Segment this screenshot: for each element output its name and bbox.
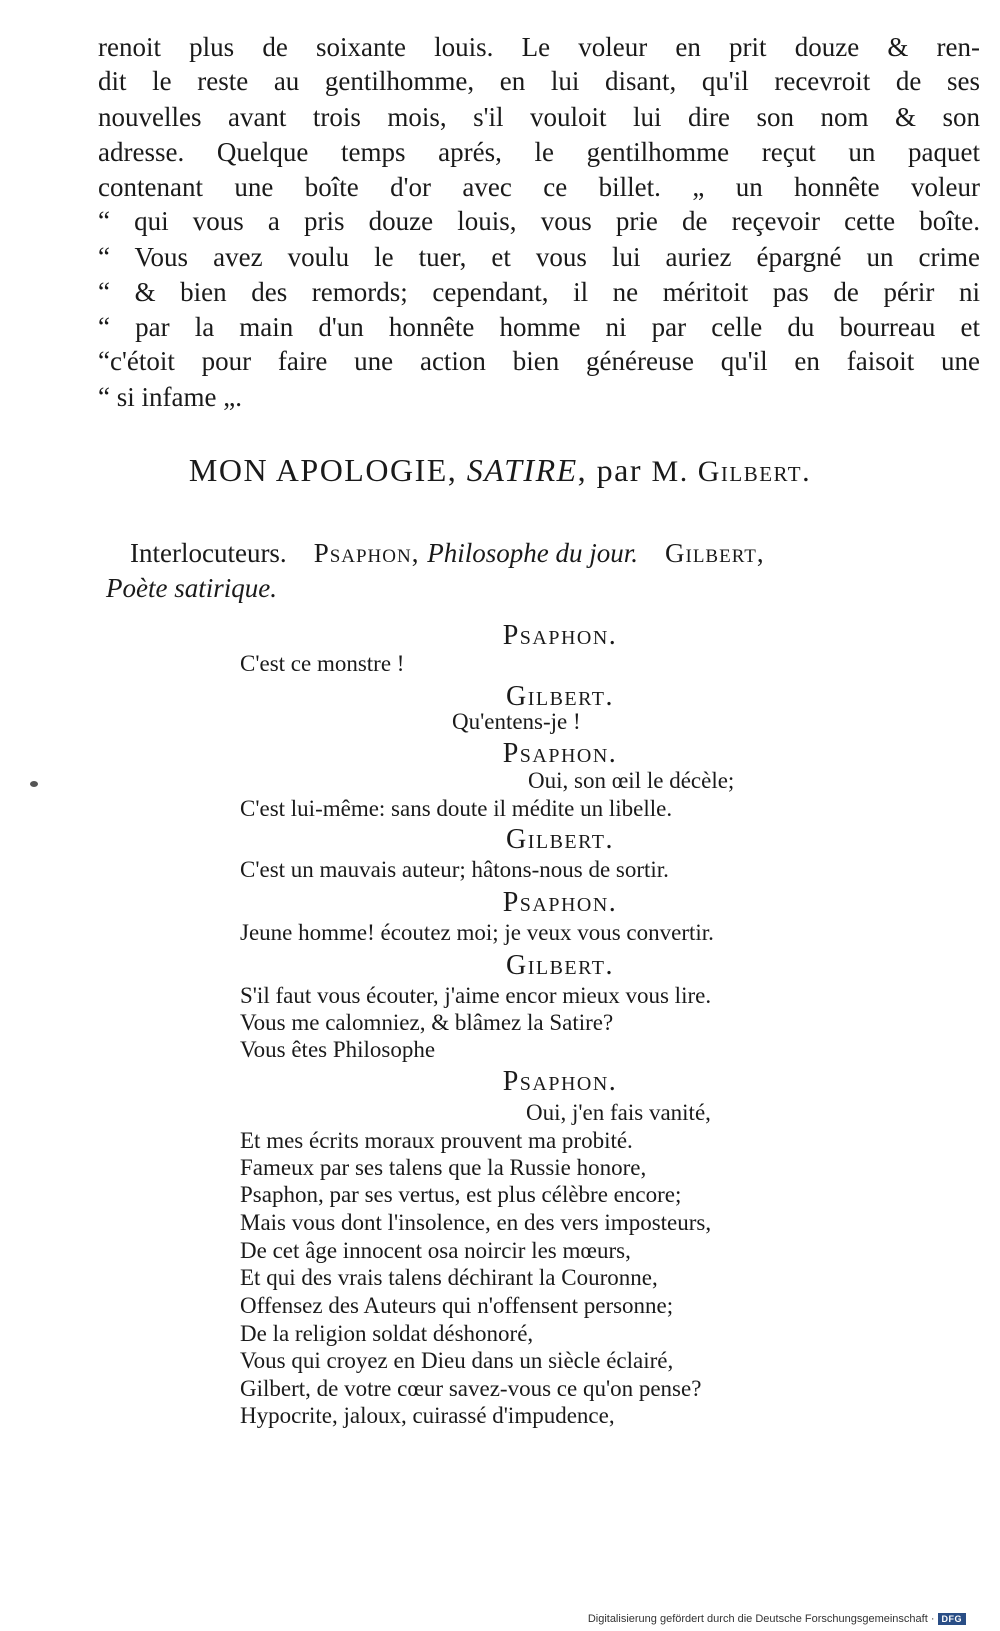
- prose-line: nouvelles avant trois mois, s'il vouloit lui dire son nom & son: [98, 102, 980, 132]
- digitization-footer: [588, 1613, 966, 1625]
- verse-line: Vous me calomniez, & blâmez la Satire?: [240, 1010, 614, 1035]
- verse-line: Oui, j'en fais vanité,: [526, 1100, 711, 1125]
- prose-line: “ si infame „.: [98, 382, 242, 412]
- heading-author: Gilbert.: [697, 455, 812, 488]
- heading-genre: SATIRE: [466, 452, 578, 488]
- prose-line: “c'étoit pour faire une action bien généreuse qu'il en faisoit une: [98, 346, 980, 376]
- verse-line: Fameux par ses talens que la Russie honore,: [240, 1155, 647, 1180]
- verse-line: Vous qui croyez en Dieu dans un siècle éclairé,: [240, 1348, 674, 1373]
- verse-line: Jeune homme! écoutez moi; je veux vous convertir.: [240, 920, 714, 945]
- prose-line: dit le reste au gentilhomme, en lui disant, qu'il recevroit de ses: [98, 66, 980, 96]
- interlocutor-role: Poète satirique.: [106, 573, 277, 603]
- verse-line: S'il faut vous écouter, j'aime encor mieux vous lire.: [240, 983, 712, 1008]
- speaker-name: Gilbert.: [505, 950, 614, 981]
- speaker-name: Gilbert.: [505, 824, 614, 855]
- interlocutor-role: Philosophe du jour.: [427, 538, 638, 568]
- heading-by: , par: [577, 452, 652, 488]
- section-heading: [0, 452, 1000, 489]
- interlocutor-name: Psaphon,: [313, 538, 428, 568]
- verse-line: Oui, son œil le décèle;: [528, 768, 735, 793]
- verse-line: Mais vous dont l'insolence, en des vers imposteurs,: [240, 1210, 712, 1235]
- verse-line: C'est lui-même: sans doute il médite un libelle.: [240, 796, 673, 821]
- prose-line: “ par la main d'un honnête homme ni par celle du bourreau et: [98, 312, 980, 342]
- interlocutors-label: Interlocuteurs.: [130, 538, 287, 568]
- interlocutors-line: [130, 536, 990, 570]
- verse-line: Gilbert, de votre cœur savez-vous ce qu'on pense?: [240, 1376, 702, 1401]
- verse-line: C'est ce monstre !: [240, 651, 405, 676]
- dfg-logo-icon: DFG: [938, 1613, 967, 1625]
- prose-line: “ Vous avez voulu le tuer, et vous lui auriez épargné un crime: [98, 242, 980, 272]
- footer-text: Digitalisierung gefördert durch die Deutsche Forschungsgemeinschaft ·: [587, 1613, 935, 1625]
- verse-line: Et qui des vrais talens déchirant la Couronne,: [240, 1265, 658, 1290]
- speaker-name: Psaphon.: [502, 738, 618, 769]
- verse-line: Offensez des Auteurs qui n'offensent personne;: [240, 1293, 674, 1318]
- verse-line: Qu'entens-je !: [452, 709, 581, 734]
- verse-line: Et mes écrits moraux prouvent ma probité.: [240, 1128, 633, 1153]
- speaker-name: Psaphon.: [502, 1066, 618, 1097]
- prose-line: adresse. Quelque temps aprés, le gentilhomme reçut un paquet: [98, 137, 980, 167]
- ink-spot: [30, 781, 38, 787]
- prose-line: contenant une boîte d'or avec ce billet. „ un honnête voleur: [98, 172, 980, 202]
- heading-prefix: MON APOLOGIE,: [188, 452, 467, 488]
- verse-line: De cet âge innocent osa noircir les mœurs,: [240, 1238, 631, 1263]
- prose-line: renoit plus de soixante louis. Le voleur en prit douze & ren-: [98, 32, 980, 62]
- prose-line: “ qui vous a pris douze louis, vous prie de reçevoir cette boîte.: [98, 206, 980, 236]
- speaker-name: Psaphon.: [502, 887, 618, 918]
- verse-line: C'est un mauvais auteur; hâtons-nous de sortir.: [240, 857, 669, 882]
- verse-line: De la religion soldat déshonoré,: [240, 1321, 534, 1346]
- interlocutor-name: Gilbert,: [665, 538, 765, 568]
- speaker-name: Gilbert.: [505, 681, 614, 712]
- verse-line: Hypocrite, jaloux, cuirassé d'impudence,: [240, 1403, 615, 1428]
- verse-line: Psaphon, par ses vertus, est plus célèbre encore;: [240, 1182, 682, 1207]
- prose-line: “ & bien des remords; cependant, il ne méritoit pas de périr ni: [98, 277, 980, 307]
- verse-line: Vous êtes Philosophe: [240, 1037, 436, 1062]
- heading-title-abbr: M.: [651, 455, 698, 488]
- speaker-name: Psaphon.: [502, 620, 618, 651]
